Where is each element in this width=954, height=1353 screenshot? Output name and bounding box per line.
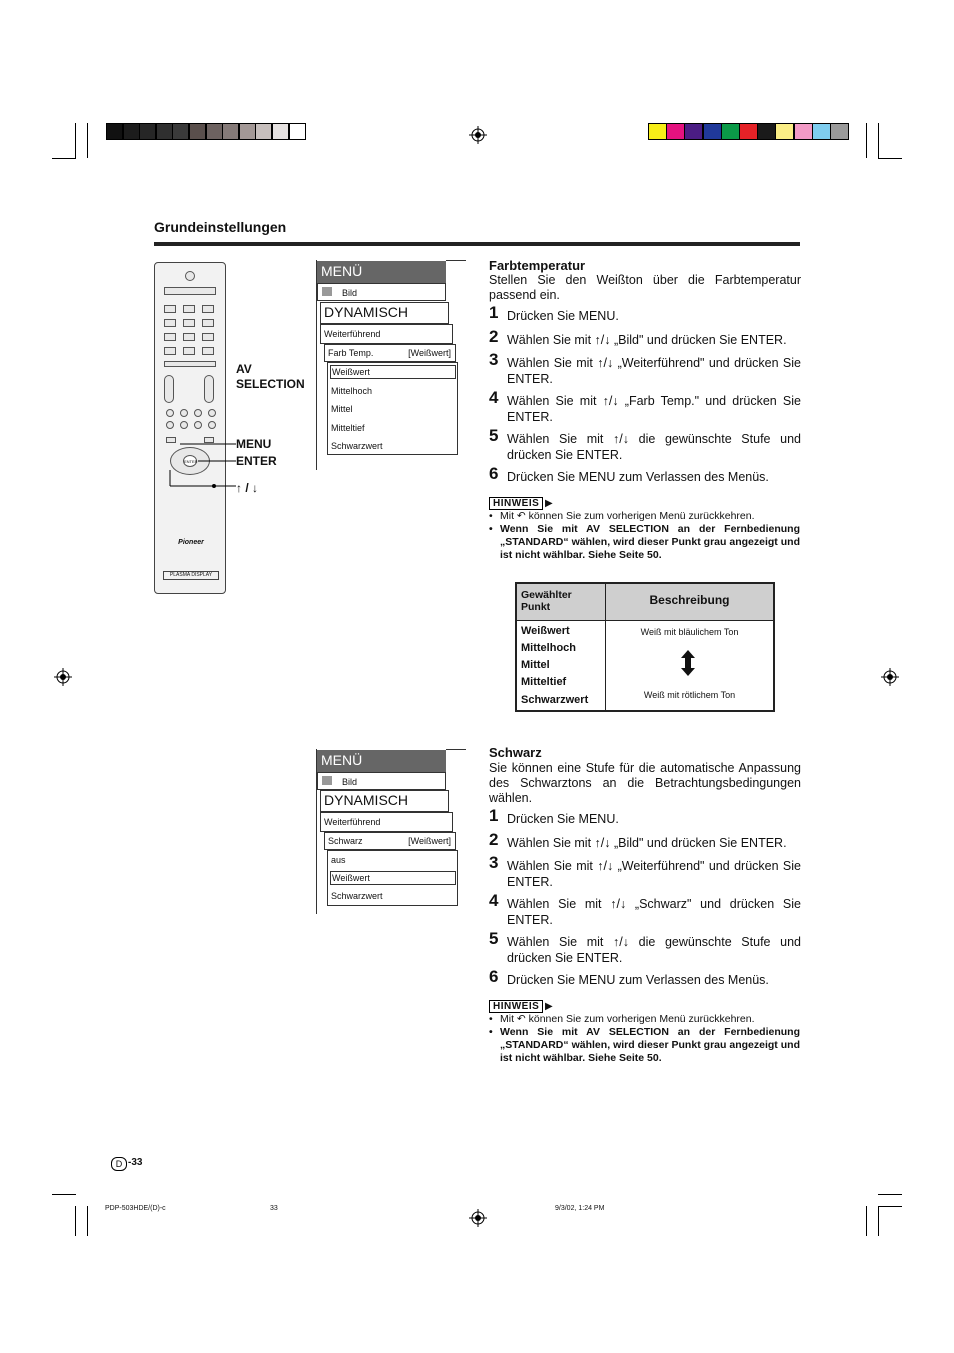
- crop-mark: [75, 1206, 76, 1236]
- schwarz-intro: Sie können eine Stufe für die automatische Anpassung des Schwarztons an die Betrachtungsbedingungen wählen.: [489, 761, 801, 805]
- farb-hinweis-badge: HINWEIS: [489, 497, 543, 510]
- number-button: [183, 333, 195, 341]
- schwarz-title: Schwarz: [489, 745, 542, 760]
- farb-step: [489, 426, 801, 463]
- step-text: Wählen Sie mit ↑/↓ „Schwarz" und drücken Sie ENTER.: [507, 897, 801, 927]
- color-swatch: [684, 123, 703, 140]
- menu-item-value: [Weißwert]: [408, 348, 451, 358]
- schwarz-hinweis-badge: HINWEIS: [489, 1000, 543, 1013]
- footer-date: 9/3/02, 1:24 PM: [555, 1205, 605, 1212]
- gray-swatch: [206, 123, 223, 140]
- level-table: [515, 582, 775, 712]
- crop-mark: [866, 123, 867, 158]
- table-row-label: Schwarzwert: [521, 694, 589, 706]
- step-text: Drücken Sie MENU.: [507, 812, 619, 826]
- arrows-label: ↑ / ↓: [236, 481, 259, 495]
- gray-swatch: [139, 123, 156, 140]
- gray-swatch: [239, 123, 256, 140]
- schwarz-step: [489, 853, 801, 890]
- crop-mark: [87, 123, 88, 158]
- color-swatch: [648, 123, 667, 140]
- menu-bild-row: [317, 283, 446, 301]
- enter-key: ENTER: [183, 455, 197, 467]
- farb-title: Farbtemperatur: [489, 258, 586, 273]
- table-header-desc: [606, 584, 773, 621]
- number-button: [202, 347, 214, 355]
- plasma-display-label: PLASMA DISPLAY: [163, 571, 219, 580]
- schwarz-note-2: • Wenn Sie mit AV SELECTION an der Fernbedienung „STANDARD“ wählen, wird dieser Punkt grau angezeigt und ist nicht wählbar. Siehe Seite 50.: [489, 1026, 800, 1064]
- step-text: Wählen Sie mit ↑/↓ die gewünschte Stufe und drücken Sie ENTER.: [507, 935, 801, 965]
- crop-mark: [878, 1206, 902, 1207]
- menu-option: Weißwert: [330, 365, 456, 379]
- step-number: 1: [489, 806, 499, 825]
- footer-file: PDP-503HDE/(D)-c: [105, 1205, 166, 1212]
- farb-note-1-text: Mit ↶ können Sie zum vorherigen Menü zurückkehren.: [500, 510, 755, 522]
- crop-mark: [75, 123, 76, 158]
- color-swatch: [739, 123, 758, 140]
- picture-icon: [322, 287, 332, 296]
- menu-mode: DYNAMISCH: [320, 302, 449, 324]
- gray-swatch: [289, 123, 306, 140]
- menu-options-box: [327, 362, 458, 455]
- table-row-label: Mittel: [521, 659, 550, 671]
- menu-advanced-row: [320, 812, 453, 832]
- menu-bild-label: Bild: [342, 288, 358, 298]
- title-rule: [154, 242, 800, 246]
- schwarz-step: [489, 929, 801, 966]
- step-number: 1: [489, 303, 499, 322]
- schwarz-note-1: • Mit ↶ können Sie zum vorherigen Menü zurückkehren.: [489, 1013, 755, 1025]
- crop-mark: [878, 158, 902, 159]
- number-button: [164, 305, 176, 313]
- menu-mode: DYNAMISCH: [320, 790, 449, 812]
- gray-swatch: [123, 123, 140, 140]
- menu-item-label: Schwarz: [328, 836, 363, 846]
- page-letter-badge: D: [111, 1157, 127, 1171]
- registration-mark-icon: [54, 668, 72, 686]
- menu-advanced-label: Weiterführend: [324, 817, 381, 827]
- input-buttons: [164, 287, 216, 295]
- number-button: [164, 333, 176, 341]
- step-number: 6: [489, 464, 499, 483]
- menu-enter-label: MENU ENTER: [236, 437, 277, 468]
- menu-bild-label: Bild: [342, 777, 358, 787]
- color-swatch: [794, 123, 813, 140]
- menu-option: Schwarzwert: [331, 891, 383, 901]
- color-swatch: [775, 123, 794, 140]
- schwarz-note-2-text: Wenn Sie mit AV SELECTION an der Fernbedienung „STANDARD“ wählen, wird dieser Punkt grau angezeigt und ist nicht wählbar. Siehe Seite 50.: [500, 1026, 800, 1064]
- step-number: 4: [489, 891, 499, 910]
- menu-advanced-label: Weiterführend: [324, 329, 381, 339]
- number-button: [202, 333, 214, 341]
- arrow-right-icon: ▶: [545, 498, 553, 509]
- number-button: [202, 319, 214, 327]
- step-text: Wählen Sie mit ↑/↓ die gewünschte Stufe und drücken Sie ENTER.: [507, 432, 801, 462]
- table-header-point-text: Gewählter Punkt: [521, 589, 572, 613]
- farb-note-2-text: Wenn Sie mit AV SELECTION an der Fernbedienung „STANDARD“ wählen, wird dieser Punkt grau angezeigt und ist nicht wählbar. Siehe Seite 50.: [500, 523, 800, 561]
- gray-swatch: [272, 123, 289, 140]
- gray-swatch: [156, 123, 173, 140]
- crop-mark: [52, 1194, 76, 1195]
- color-swatch: [812, 123, 831, 140]
- step-text: Wählen Sie mit ↑/↓ „Farb Temp." und drücken Sie ENTER.: [507, 394, 801, 424]
- gray-swatch: [255, 123, 272, 140]
- farb-step: [489, 350, 801, 387]
- color-swatch: [830, 123, 849, 140]
- arrow-right-icon: ▶: [545, 1001, 553, 1012]
- menu-header: MENÜ: [317, 750, 446, 772]
- double-arrow-icon: [680, 650, 696, 676]
- step-number: 3: [489, 350, 499, 369]
- menu-item-value: [Weißwert]: [408, 836, 451, 846]
- crop-mark: [878, 123, 879, 158]
- schwarz-note-1-text: Mit ↶ können Sie zum vorherigen Menü zurückkehren.: [500, 1013, 755, 1025]
- step-text: Wählen Sie mit ↑/↓ „Bild" und drücken Sie ENTER.: [507, 836, 787, 850]
- number-button: [183, 347, 195, 355]
- table-desc-bottom: Weiß mit rötlichem Ton: [643, 690, 736, 700]
- step-text: Wählen Sie mit ↑/↓ „Bild" und drücken Sie ENTER.: [507, 333, 787, 347]
- step-text: Wählen Sie mit ↑/↓ „Weiterführend" und drücken Sie ENTER.: [507, 356, 801, 386]
- gray-swatch: [222, 123, 239, 140]
- farb-step: [489, 388, 801, 425]
- menu-header: MENÜ: [317, 261, 446, 283]
- table-header-desc-text: Beschreibung: [649, 593, 730, 607]
- step-number: 5: [489, 426, 499, 445]
- menu-option: Mittel: [331, 404, 353, 414]
- menu-options-box: [327, 850, 458, 906]
- footer-page: 33: [270, 1205, 278, 1212]
- farb-note-2: • Wenn Sie mit AV SELECTION an der Fernbedienung „STANDARD“ wählen, wird dieser Punkt grau angezeigt und ist nicht wählbar. Siehe Seite 50.: [489, 523, 800, 561]
- section-title: Grundeinstellungen: [154, 219, 287, 235]
- color-swatch: [703, 123, 722, 140]
- function-buttons: [164, 361, 216, 367]
- step-text: Drücken Sie MENU zum Verlassen des Menüs.: [507, 973, 769, 987]
- number-button: [183, 305, 195, 313]
- page-number: -33: [128, 1157, 143, 1168]
- number-button: [164, 319, 176, 327]
- table-header-point: [517, 584, 606, 621]
- table-desc-top: Weiß mit bläulichem Ton: [640, 627, 739, 637]
- menu-option: Weißwert: [330, 871, 456, 885]
- step-number: 2: [489, 830, 499, 849]
- table-row-label: Mittelhoch: [521, 642, 576, 654]
- farb-note-1: • Mit ↶ können Sie zum vorherigen Menü zurückkehren.: [489, 510, 755, 522]
- step-text: Drücken Sie MENU.: [507, 309, 619, 323]
- schwarz-step: [489, 891, 801, 928]
- menu-item-row: [324, 344, 456, 362]
- gray-swatch: [172, 123, 189, 140]
- number-button: [164, 347, 176, 355]
- step-number: 4: [489, 388, 499, 407]
- menu-item-label: Farb Temp.: [328, 348, 374, 358]
- menu-advanced-row: [320, 324, 453, 344]
- step-text: Wählen Sie mit ↑/↓ „Weiterführend" und drücken Sie ENTER.: [507, 859, 801, 889]
- av-selection-label: AV SELECTION: [236, 362, 305, 391]
- power-button: [185, 271, 195, 281]
- number-button: [183, 319, 195, 327]
- registration-mark-icon: [469, 1209, 487, 1227]
- farb-intro: Stellen Sie den Weißton über die Farbtemperatur passend ein.: [489, 273, 801, 302]
- number-button: [202, 305, 214, 313]
- menu-option: Mittelhoch: [331, 385, 373, 396]
- gray-swatch: [106, 123, 123, 140]
- menu-bild-row: [317, 772, 446, 790]
- step-text: Drücken Sie MENU zum Verlassen des Menüs.: [507, 470, 769, 484]
- registration-mark-icon: [469, 126, 487, 144]
- color-swatch: [757, 123, 776, 140]
- crop-mark: [866, 1206, 867, 1236]
- menu-item-row: [324, 832, 456, 850]
- step-number: 3: [489, 853, 499, 872]
- remote-pointer-lines: [160, 380, 240, 492]
- table-row-label: Weißwert: [521, 625, 570, 637]
- crop-mark: [87, 1206, 88, 1236]
- crop-mark: [52, 158, 76, 159]
- crop-mark: [878, 1206, 879, 1236]
- color-swatch: [666, 123, 685, 140]
- color-swatch: [721, 123, 740, 140]
- step-number: 6: [489, 967, 499, 986]
- menu-frame-line: [446, 749, 466, 750]
- menu-option: Schwarzwert: [331, 441, 383, 451]
- crop-mark: [878, 1194, 902, 1195]
- registration-mark-icon: [881, 668, 899, 686]
- table-row-label: Mitteltief: [521, 676, 567, 688]
- step-number: 5: [489, 929, 499, 948]
- menu-option: aus: [331, 855, 346, 865]
- menu-option: Mitteltief: [331, 422, 365, 433]
- brand-logo: Pioneer: [178, 539, 204, 546]
- gray-swatch: [189, 123, 206, 140]
- picture-icon: [322, 776, 332, 785]
- step-number: 2: [489, 327, 499, 346]
- menu-frame-line: [446, 260, 466, 261]
